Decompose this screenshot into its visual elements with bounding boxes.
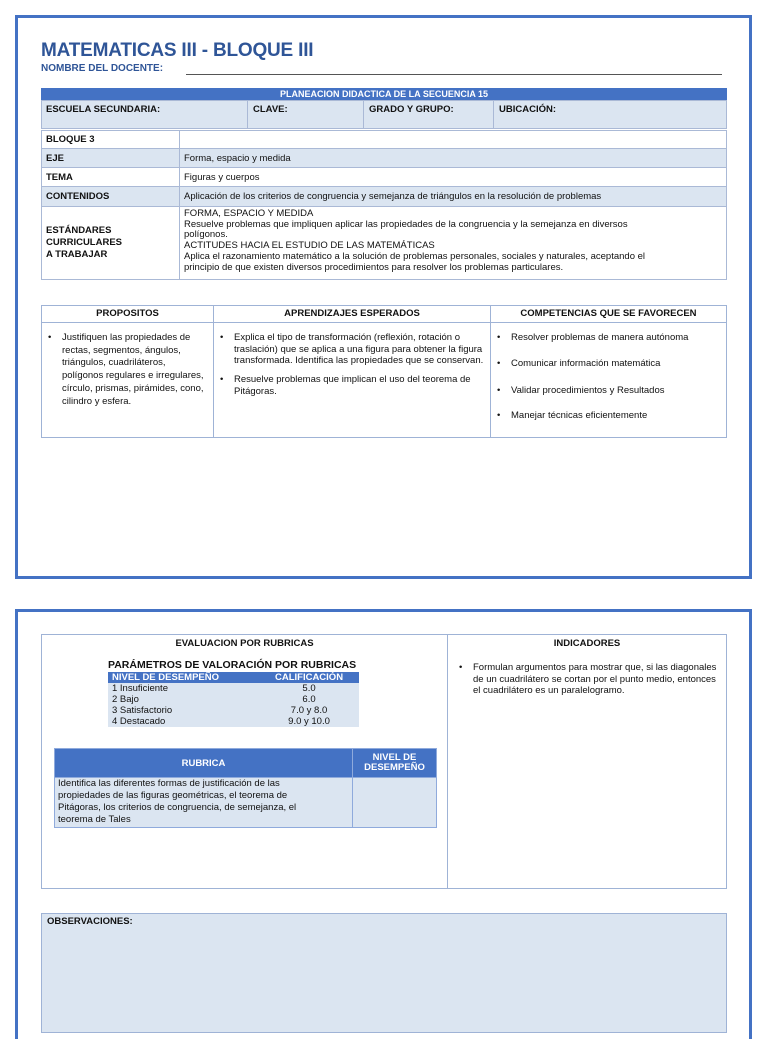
table-row: 2 Bajo 6.0 [108, 694, 359, 705]
params-title: PARÁMETROS DE VALORACIÓN POR RUBRICAS [108, 659, 357, 671]
competencies-heading: COMPETENCIAS QUE SE FAVORECEN [491, 306, 726, 323]
table-row [42, 168, 727, 187]
list-item: • Manejar técnicas eficientemente [491, 410, 726, 423]
list-item: • Justifiquen las propiedades de rectas, segmentos, ángulos, triángulos, cuadriláteros, polígonos regulares e irregulares, círculo, prismas, pirámides, cono, cilindro y esfera. [42, 332, 209, 408]
plan-table [41, 130, 727, 280]
teacher-name-label: NOMBRE DEL DOCENTE: [41, 63, 164, 74]
evaluation-box [41, 634, 727, 889]
row-label: BLOQUE 3 [42, 131, 180, 149]
table-row: 3 Satisfactorio 7.0 y 8.0 [108, 705, 359, 716]
observations-label: OBSERVACIONES: [47, 916, 133, 927]
row-label: TEMA [42, 168, 180, 187]
evaluation-heading: EVALUACION POR RUBRICAS [175, 638, 314, 649]
standards-text: FORMA, ESPACIO Y MEDIDA Resuelve problemas que impliquen aplicar las propiedades de la congruencia y la semejanza en diversos polígonos. ACTITUDES HACIA EL ESTUDIO DE LAS MATEMÁTICAS Aplica el razonamiento matemático a la solución de problemas personales, sociales y naturales, aceptando el principio de que existen diversos procedimientos para resolver los problemas particulares. [180, 207, 727, 280]
table-row [42, 207, 727, 280]
table-row [55, 778, 437, 828]
list-item: • Resolver problemas de manera autónoma [491, 332, 726, 358]
row-value [180, 131, 727, 149]
competencies-column [491, 306, 726, 437]
indicators-list [453, 662, 723, 697]
table-row: 1 Insuficiente 5.0 [108, 683, 359, 694]
level-header: NIVEL DE DESEMPEÑO [108, 672, 259, 683]
row-value: Forma, espacio y medida [180, 149, 727, 168]
list-item: • Explica el tipo de transformación (reflexión, rotación o traslación) que se aplica a una figura para obtener la figura transformada. Identifica las propiedades que se conservan. [214, 332, 484, 367]
key-label: CLAVE: [253, 104, 288, 115]
location-label: UBICACIÓN: [499, 104, 556, 115]
row-label: CONTENIDOS [42, 187, 180, 207]
table-row [42, 149, 727, 168]
purposes-heading: PROPOSITOS [42, 306, 213, 323]
teacher-name-field-line [186, 74, 722, 75]
rubric-level-header: NIVEL DE DESEMPEÑO [353, 749, 437, 778]
rubric-level-value [353, 778, 437, 828]
list-item: • Validar procedimientos y Resultados [491, 385, 726, 410]
rubric-header: RUBRICA [55, 749, 353, 778]
list-item: • Comunicar información matemática [491, 358, 726, 385]
row-value: Figuras y cuerpos [180, 168, 727, 187]
row-value: Aplicación de los criterios de congruencia y semejanza de triángulos en la resolución de problemas [180, 187, 727, 207]
plan-heading: PLANEACION DIDACTICA DE LA SECUENCIA 15 [41, 88, 727, 100]
standards-label: ESTÁNDARES CURRICULARES A TRABAJAR [42, 207, 180, 280]
list-item: • Resuelve problemas que implican el uso del teorema de Pitágoras. [214, 374, 484, 397]
rubric-table [54, 748, 437, 828]
table-row [42, 187, 727, 207]
row-label: EJE [42, 149, 180, 168]
learning-heading: APRENDIZAJES ESPERADOS [214, 306, 490, 323]
indicators-heading: INDICADORES [553, 638, 621, 649]
table-row: 4 Destacado 9.0 y 10.0 [108, 716, 359, 727]
table-row [42, 131, 727, 149]
plan-info-row [41, 100, 727, 129]
purposes-column [42, 306, 213, 437]
grade-label: GRADO Y GRUPO: [369, 104, 454, 115]
school-label: ESCUELA SECUNDARIA: [46, 104, 161, 115]
rubric-text: Identifica las diferentes formas de justificación de las propiedades de las figuras geométricas, el teorema de Pitágoras, los criterios de congruencia, de semejanza, el teorema de Tales [55, 778, 353, 828]
params-table [108, 672, 359, 727]
observations-box[interactable] [41, 913, 727, 1033]
page-title: MATEMATICAS III - BLOQUE III [41, 40, 314, 61]
grade-header: CALIFICACIÓN [259, 672, 359, 683]
purposes-box [41, 305, 727, 438]
learning-column [214, 306, 490, 437]
list-item: • Formulan argumentos para mostrar que, si las diagonales de un cuadrilátero se cortan por el punto medio, entonces el cuadrilátero es un paralelogramo. [453, 662, 723, 697]
